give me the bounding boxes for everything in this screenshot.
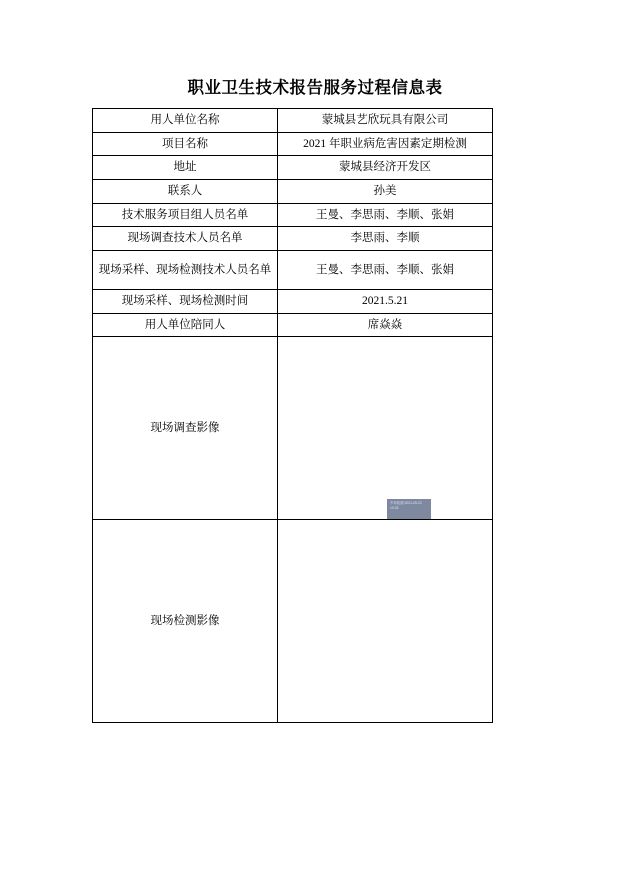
table-row (93, 313, 493, 337)
row-value: 王曼、李思雨、李顺、张娟 (278, 203, 493, 227)
row-label: 地址 (93, 156, 278, 180)
table-row (93, 227, 493, 251)
row-label: 现场采样、现场检测技术人员名单 (93, 251, 278, 290)
row-value: 席焱焱 (278, 313, 493, 337)
table-row-photo-testing (93, 520, 493, 723)
table-row (93, 132, 493, 156)
row-label: 联系人 (93, 180, 278, 204)
row-label: 项目名称 (93, 132, 278, 156)
row-value: 2021 年职业病危害因素定期检测 (278, 132, 493, 156)
row-value: 王曼、李思雨、李顺、张娟 (278, 251, 493, 290)
site-testing-photo-cell (278, 520, 493, 723)
table-row (93, 109, 493, 133)
row-label: 现场采样、现场检测时间 (93, 290, 278, 314)
row-label: 用人单位陪同人 (93, 313, 278, 337)
row-label: 技术服务项目组人员名单 (93, 203, 278, 227)
table-row-photo-survey (93, 337, 493, 520)
service-process-info-table (92, 108, 493, 723)
row-label: 现场检测影像 (93, 520, 278, 723)
row-value: 孙美 (278, 180, 493, 204)
table-row (93, 203, 493, 227)
site-survey-photo (280, 340, 490, 516)
row-label: 用人单位名称 (93, 109, 278, 133)
row-value: 蒙城县艺欣玩具有限公司 (278, 109, 493, 133)
row-label: 现场调查影像 (93, 337, 278, 520)
site-survey-photo-cell (278, 337, 493, 520)
row-label: 现场调查技术人员名单 (93, 227, 278, 251)
table-row (93, 251, 493, 290)
page-title: 职业卫生技术报告服务过程信息表 (187, 78, 443, 97)
row-value: 李思雨、李顺 (278, 227, 493, 251)
table-row (93, 290, 493, 314)
table-row (93, 156, 493, 180)
site-testing-photo (280, 523, 490, 719)
row-value: 蒙城县经济开发区 (278, 156, 493, 180)
table-row (93, 180, 493, 204)
row-value: 2021.5.21 (278, 290, 493, 314)
